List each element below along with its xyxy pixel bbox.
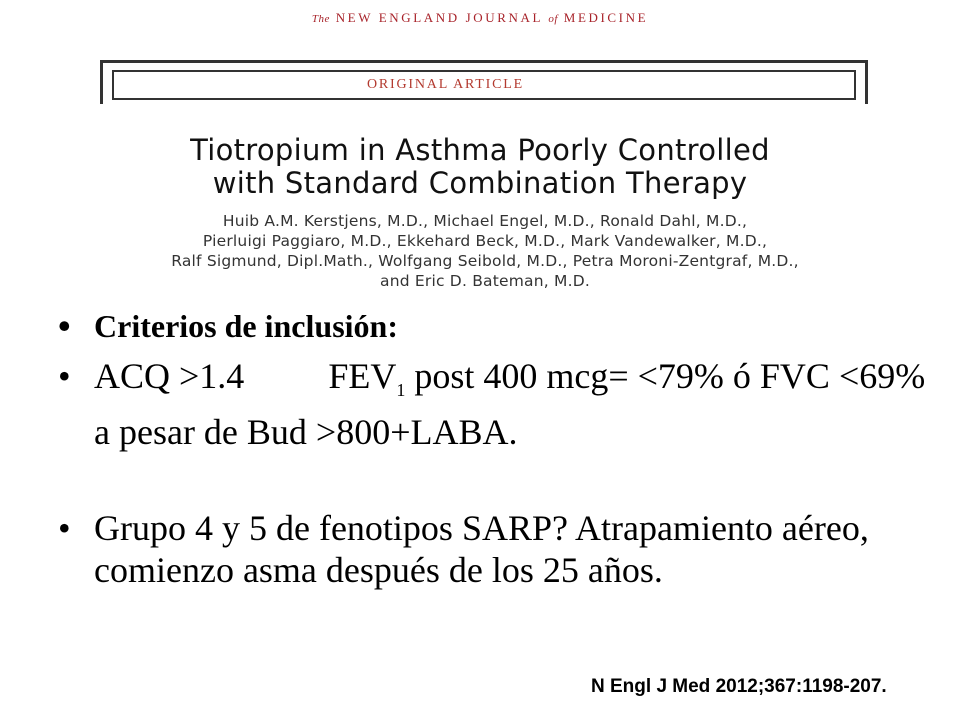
bullet-text: Grupo 4 y 5 de fenotipos SARP? Atrapamiento aéreo, comienzo asma después de los 25 años. <box>94 508 869 591</box>
journal-of: of <box>548 13 558 25</box>
journal-name-a: NEW ENGLAND JOURNAL <box>335 10 543 25</box>
bullet-text: Criterios de inclusión: <box>94 308 398 344</box>
article-type-label: ORIGINAL ARTICLE <box>367 77 524 92</box>
bullet-list <box>58 305 938 591</box>
article-title-line: Tiotropium in Asthma Poorly Controlled <box>190 133 770 167</box>
journal-name-b: MEDICINE <box>563 10 649 25</box>
author-line: and Eric D. Bateman, M.D. <box>380 272 590 290</box>
bullet-icon: • <box>58 306 71 346</box>
author-line: Ralf Sigmund, Dipl.Math., Wolfgang Seibold, M.D., Petra Moroni-Zentgraf, M.D., <box>171 252 799 270</box>
journal-the: The <box>311 13 330 25</box>
article-title-line: with Standard Combination Therapy <box>212 166 748 200</box>
article-type-frame <box>100 60 868 104</box>
bullet-text-acq: ACQ >1.4 <box>94 356 245 396</box>
bullet-item <box>58 507 938 591</box>
journal-header <box>0 10 960 26</box>
citation: N Engl J Med 2012;367:1198-207. <box>591 676 887 697</box>
author-line: Huib A.M. Kerstjens, M.D., Michael Engel, M.D., Ronald Dahl, M.D., <box>222 212 748 230</box>
bullet-text-fev: FEV <box>328 356 397 396</box>
fev-subscript: 1 <box>396 380 406 401</box>
bullet-item <box>58 305 938 347</box>
bullet-icon: • <box>58 356 71 396</box>
author-line: Pierluigi Paggiaro, M.D., Ekkehard Beck, M.D., Mark Vandewalker, M.D., <box>202 232 768 250</box>
author-list <box>0 211 960 291</box>
article-title <box>0 134 960 200</box>
article-type-box <box>112 70 856 100</box>
bullet-icon: • <box>58 508 71 549</box>
bullet-item <box>58 355 938 453</box>
bullet-text-criteria: post 400 mcg= <79% ó FVC <69% a pesar de Bud >800+LABA. <box>94 356 926 453</box>
